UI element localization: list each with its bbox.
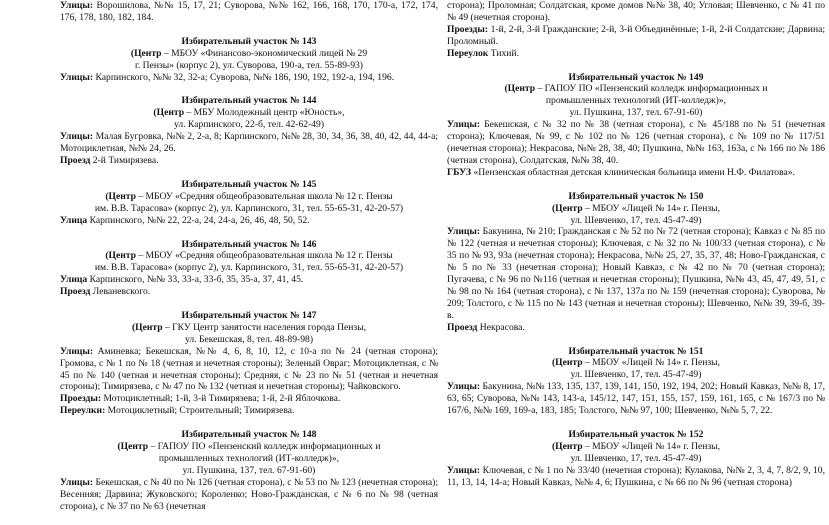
center-text: – МБОУ «Средняя общеобразовательная школа № 12 г. Пензы [135, 190, 393, 202]
para-label: Улицы: [60, 345, 94, 357]
center-label: (Центр [105, 250, 136, 262]
polling-station-section [60, 310, 438, 417]
para-label: Улицы: [447, 226, 481, 238]
para-label: Улица [60, 214, 88, 226]
section-title: Избирательный участок № 146 [181, 238, 317, 250]
center-address-line [60, 60, 438, 72]
paragraph [60, 155, 438, 167]
para-text: Бакунина, №№ 133, 135, 137, 139, 141, 150, 192, 194, 202; Новый Кавказ, №№ 8, 17, 63, 65; Суворова, №№ 143, 143-а, 145/12, 147, 151, 155, 157, 159, 161, 165, с № 167/3 по № 167/6, №№ 169, 169-а, 183, 185; Толстого, №№ 97, 100; Шевченко, №№ 5, 7, 22. [447, 381, 825, 417]
center-text: г. Пензы» (корпус 2), ул. Суворова, 190-а, тел. 55-89-93) [134, 59, 363, 71]
para-text: Мотоциклетный; 1-й, 3-й Тимирязева; 1-й, 2-й Яблочкова. [101, 393, 341, 405]
para-text: «Пензенская областная детская клиническая больница имени Н.Ф. Филатова». [471, 166, 795, 178]
para-label: ГБУЗ [447, 166, 472, 178]
center-label: (Центр [551, 357, 583, 369]
para-label: Переулки: [60, 405, 106, 417]
center-address-line [447, 83, 825, 95]
para-text: Мотоциклетный; Строительный; Тимирязева. [105, 405, 295, 417]
center-label: (Центр [105, 190, 136, 202]
para-text: Леваневского. [90, 286, 151, 298]
center-address-line [447, 95, 825, 107]
paragraph [447, 381, 825, 417]
section-title: Избирательный участок № 145 [181, 178, 317, 190]
para-text: 1-й, 2-й, 3-й Гражданские; 2-й, 3-й Объединённые; 1-й, 2-й Солдатские; Дарвина; Проломный. [447, 23, 825, 47]
center-address-line [60, 119, 438, 131]
center-address-line [60, 191, 438, 203]
para-text: Тихий. [488, 47, 519, 59]
center-text: – ГКУ Центр занятости населения города Пензы, [162, 321, 367, 333]
center-address-line [60, 453, 438, 465]
polling-station-section [60, 95, 438, 166]
polling-station-section [447, 429, 825, 489]
center-text: ул. Пушкина, 137, тел. 67-91-60) [569, 107, 703, 119]
center-text: ул. Шевченко, 17, тел. 45-47-49) [570, 452, 702, 464]
center-text: ул. Карпинского, 22-б, тел. 42-62-49) [173, 119, 325, 131]
center-text: – МБУ Молодежный центр «Юность», [184, 107, 345, 119]
center-address-line [447, 357, 825, 369]
para-label: Улицы: [60, 476, 94, 488]
center-text: им. В.В. Тарасова» (корпус 2), ул. Карпинского, 31, тел. 55-65-31, 42-20-57) [94, 262, 404, 274]
paragraph [60, 477, 438, 513]
paragraph [447, 24, 825, 48]
center-address-line [60, 107, 438, 119]
para-text: Некрасова. [477, 321, 525, 333]
section-title: Избирательный участок № 147 [181, 310, 317, 322]
paragraph [60, 393, 438, 405]
paragraph [60, 405, 438, 417]
para-label: Улицы: [60, 131, 94, 143]
section-title: Избирательный участок № 151 [568, 345, 704, 357]
para-text: Аминевка; Бекешская, №№ 4, 6, 8, 10, 12, с 10-а по № 24 (четная сторона); Громова, с № 1 по № 18 (четная и нечетная стороны); Зеленый Овраг; Мотоциклетная, с № 45 по № 140 (четная и нечетная стороны); Средняя, с № 23 по № 51 (четная и нечетная стороны); Тимирязева, с № 47 по № 132 (четная и нечетная стороны); Чайковского. [60, 345, 438, 393]
polling-station-section [447, 72, 825, 179]
center-text: – МБОУ «Лицей № 14» г. Пензы, [582, 202, 721, 214]
paragraph [60, 72, 438, 84]
center-label: (Центр [130, 47, 162, 59]
section-title: Избирательный участок № 152 [568, 429, 704, 440]
para-label: Улицы: [60, 0, 94, 11]
center-label: (Центр [551, 202, 583, 214]
paragraph [447, 48, 825, 60]
right-column [447, 0, 825, 489]
section-gap [447, 334, 825, 346]
section-gap [447, 60, 825, 72]
paragraph [60, 274, 438, 286]
center-address-line [447, 453, 825, 465]
section-gap [447, 417, 825, 429]
center-text: – МБОУ «Средняя общеобразовательная школа № 12 г. Пензы [135, 250, 393, 262]
center-address-line [447, 441, 825, 453]
section-gap [447, 179, 825, 191]
center-text: ул. Шевченко, 17, тел. 45-47-49) [570, 214, 702, 226]
center-label: (Центр [117, 441, 149, 453]
top-paragraph [447, 0, 825, 24]
section-gap [60, 298, 438, 310]
polling-station-section [447, 346, 825, 417]
para-label: Улица [60, 274, 88, 286]
para-label: Улицы: [60, 71, 94, 83]
left-column [60, 0, 438, 513]
section-gap [60, 167, 438, 179]
para-text: Бекешская, с № 40 по № 126 (четная сторона), с № 53 по № 123 (нечетная сторона); Весенняя; Дарвина; Жуковского; Короленко; Ново-Гражданская, с № 6 по № 98 (четная сторона), с № 37 по № 63 (нечетная [60, 476, 438, 512]
para-label: Проезды: [60, 393, 102, 405]
para-text: Карпинского, №№ 33, 33-а, 33-б, 35, 35-а, 37, 41, 45. [87, 274, 304, 286]
para-text: Малая Бугровка, №№ 2, 2-а, 8; Карпинского, №№ 28, 30, 34, 36, 38, 40, 42, 44, 44-а; Мотоциклетная, №№ 24, 26. [60, 131, 438, 155]
para-label: Проезд [60, 286, 91, 298]
center-text: – МБОУ «Финансово-экономический лицей № 29 [161, 47, 368, 59]
paragraph [447, 226, 825, 321]
top-paragraph [60, 0, 438, 24]
section-gap [60, 24, 438, 36]
para-label: Улицы: [447, 119, 481, 131]
center-text: ул. Пушкина, 137, тел. 67-91-60) [182, 464, 316, 476]
paragraph [447, 465, 825, 489]
paragraph [60, 286, 438, 298]
section-title: Избирательный участок № 148 [181, 429, 317, 441]
center-text: – ГАПОУ ПО «Пензенский колледж информационных и [148, 441, 381, 453]
para-label: Улицы: [447, 464, 481, 476]
center-text: им. В.В. Тарасова» (корпус 2), ул. Карпинского, 31, тел. 55-65-31, 42-20-57) [94, 202, 404, 214]
polling-station-section [447, 191, 825, 334]
para-text: Бакунина, № 210; Гражданская с № 52 по № 72 (четная сторона); Кавказ с № 85 по № 122 (четная и нечетная стороны); Ключевая, с № 32 по № 100/33 (четная сторона), с № 35 по № 93, 93а (нечетная сторона); Некрасова, №№ 25, 27, 35, 37, 48; Ново-Гражданская, с № 5 по № 33 (нечетная сторона); Новый Кавказ, с № 42 по № 70 (четная сторона); Пугачева, с № 96 по №116 (четная и нечетная стороны); Пушкина, №№ 43, 45, 47, 49, 51, с № 98 по № 164 (четная сторона), с № 137, 137а по № 159 (нечетная сторона); Суворова, № 209; Толстого, с № 115 по № 143 (четная и нечетная стороны); Шевченко, №№ 39, 39-б, 39-в. [447, 226, 825, 321]
paragraph [447, 322, 825, 334]
polling-station-section [60, 429, 438, 512]
paragraph [447, 119, 825, 167]
center-address-line [60, 203, 438, 215]
center-address-line [60, 441, 438, 453]
center-text: ул. Шевченко, 17, тел. 45-47-49) [570, 369, 702, 381]
center-label: (Центр [153, 107, 185, 119]
para-text: Ключевая, с № 1 по № 33/40 (нечетная сторона); Кулакова, №№ 2, 3, 4, 7, 8/2, 9, 10, 11, 13, 14, 14-а; Новый Кавказ, №№ 4, 6; Пушкина, с № 66 по № 96 (четная сторона) [447, 464, 825, 488]
center-text: ул. Бекешская, 8, тел. 48-89-98) [184, 333, 314, 345]
para-label: Переулок [447, 47, 489, 59]
section-title: Избирательный участок № 150 [568, 190, 704, 202]
para-label: Улицы: [447, 381, 481, 393]
center-address-line [60, 465, 438, 477]
para-label: Проезд [447, 321, 478, 333]
para-text: 2-й Тимирязева. [90, 154, 159, 166]
para-text: сторона); Проломная; Солдатская, кроме домов №№ 38, 40; Угловая; Шевченко, с № 41 по № 49 (нечетная сторона). [447, 0, 825, 23]
para-text: Ворошилова, №№ 15, 17, 21; Суворова, №№ 162, 166, 168, 170, 170-а, 172, 174, 176, 178, 180, 182, 184. [60, 0, 438, 23]
center-text: промышленных технологий (ИТ-колледж)», [545, 95, 727, 107]
paragraph [60, 346, 438, 394]
center-text: – МБОУ «Лицей № 14» г. Пензы, [582, 440, 721, 452]
para-text: Карпинского, №№ 32, 32-а; Суворова, №№ 186, 190, 192, 192-а, 194, 196. [93, 71, 395, 83]
polling-station-section [60, 239, 438, 299]
center-address-line [60, 334, 438, 346]
center-text: – ГАПОУ ПО «Пензенский колледж информационных и [535, 83, 768, 95]
center-text: промышленных технологий (ИТ-колледж)», [158, 453, 340, 464]
center-text: – МБОУ «Лицей № 14» г. Пензы, [582, 357, 721, 369]
polling-station-section [60, 36, 438, 84]
section-gap [60, 83, 438, 95]
para-label: Проезд [60, 154, 91, 166]
section-gap [60, 417, 438, 429]
paragraph [60, 131, 438, 155]
section-title: Избирательный участок № 149 [568, 71, 704, 83]
center-label: (Центр [504, 83, 536, 95]
center-address-line [60, 48, 438, 60]
center-address-line [447, 215, 825, 227]
para-text: Карпинского, №№ 22, 22-а, 24, 24-а, 26, 46, 48, 50, 52. [87, 214, 310, 226]
center-address-line [447, 369, 825, 381]
center-address-line [447, 203, 825, 215]
para-label: Проезды: [447, 23, 489, 35]
para-text: Бекешская, с № 32 по № 38 (четная сторона), с № 45/188 по № 51 (нечетная сторона); Ключевая, № 99, с № 102 по № 126 (четная сторона), с № 109 по № 117/51 (нечетная сторона); Некрасова, №№ 28, 38, 40; Пушкина, №№ 163, 163а, с № 166 по № 186 (четная сторона), Солдатская, №№ 38, 40. [447, 119, 825, 166]
paragraph [447, 167, 825, 179]
section-gap [60, 227, 438, 239]
center-address-line [60, 262, 438, 274]
center-label: (Центр [551, 440, 583, 452]
center-address-line [60, 250, 438, 262]
center-address-line [60, 322, 438, 334]
section-title: Избирательный участок № 143 [181, 35, 317, 47]
polling-station-section [60, 179, 438, 227]
center-label: (Центр [131, 321, 163, 333]
section-title: Избирательный участок № 144 [181, 95, 317, 107]
paragraph [60, 215, 438, 227]
center-address-line [447, 107, 825, 119]
